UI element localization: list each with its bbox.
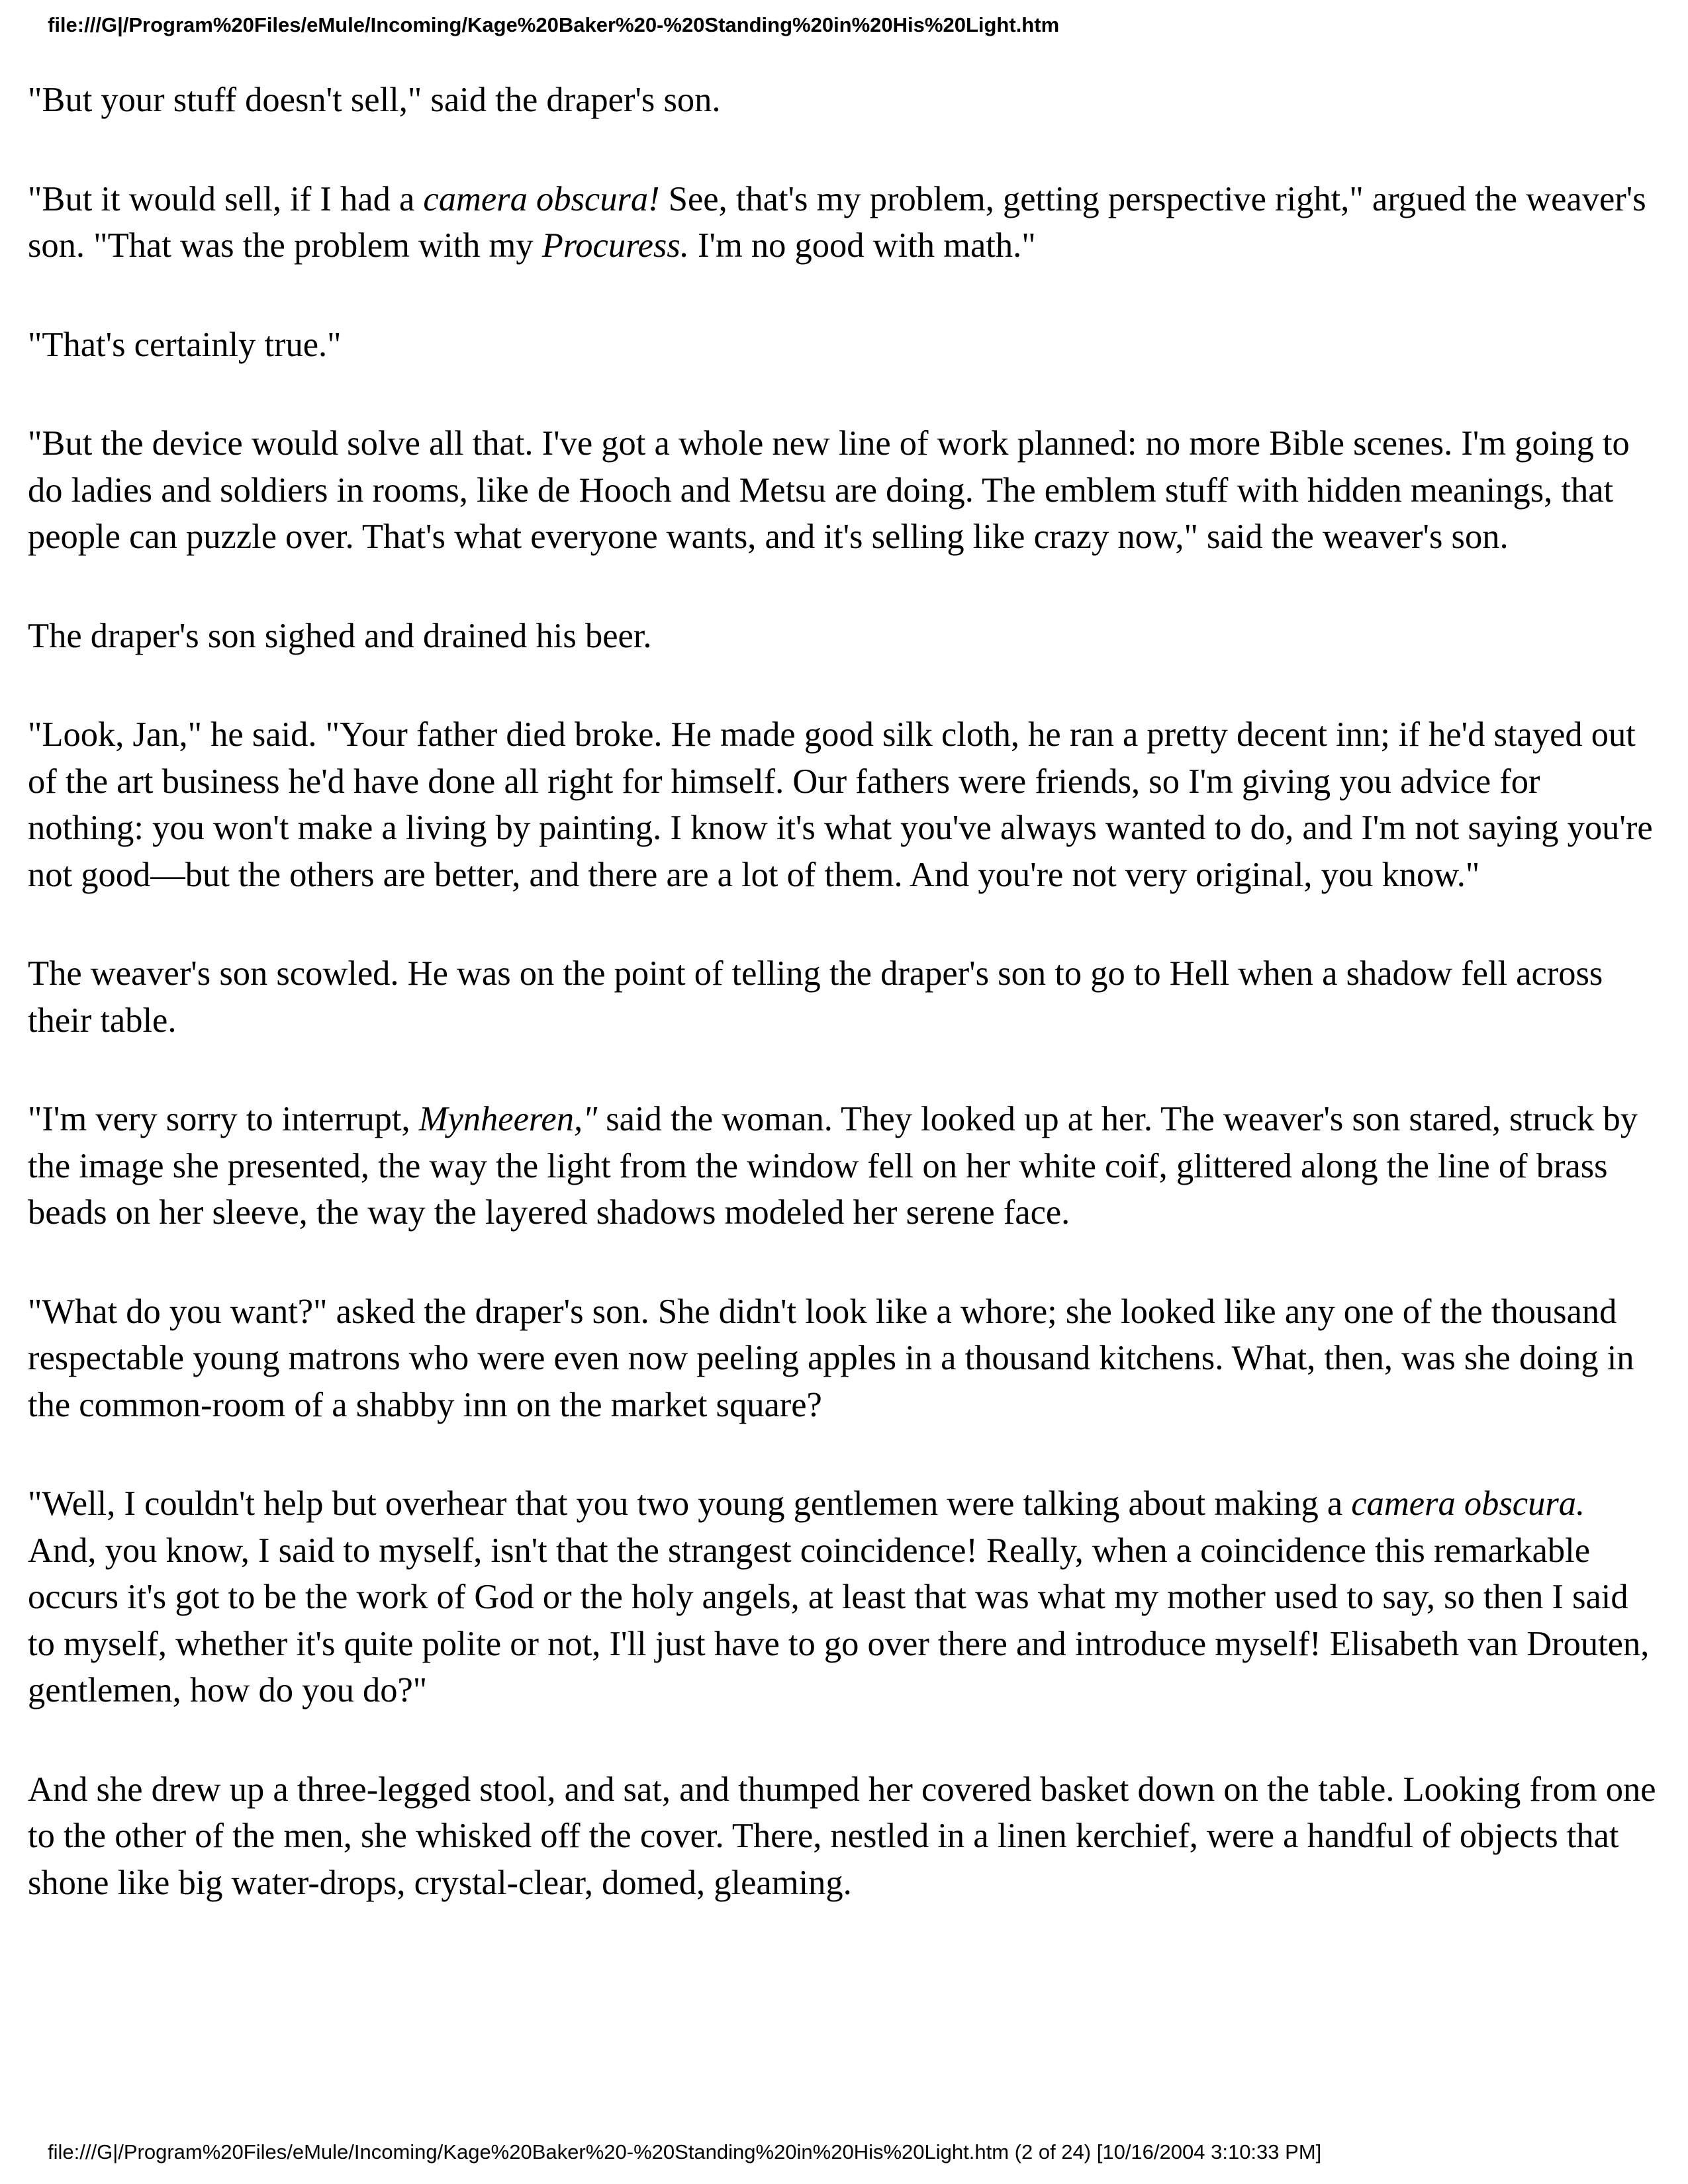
paragraph: "Look, Jan," he said. "Your father died broke. He made good silk cloth, he ran a pretty decent inn; if he'd stayed out of the art business he'd have done all right for himself. Our fathers were friends, so I'm giving you advice for nothing: you won't make a living by painting. I know it's what you've always wanted to do, and I'm not saying you're not good—but the others are better, and there are a lot of them. And you're not very original, you know." (28, 715, 1653, 894)
italic-text: camera obscura! (423, 179, 660, 218)
page-footer-path: file:///G|/Program%20Files/eMule/Incoming/Kage%20Baker%20-%20Standing%20in%20His%20Light.htm (2 of 24) [10/16/2004 3:10:33 PM] (48, 2140, 1322, 2163)
paragraph: The weaver's son scowled. He was on the point of telling the draper's son to go to Hell when a shadow fell across their table. (28, 954, 1603, 1040)
italic-text: Mynheeren," (418, 1100, 598, 1138)
italic-text: Procuress. (541, 226, 689, 265)
document-body (28, 77, 1656, 1958)
italic-text: camera obscura. (1351, 1484, 1585, 1523)
paragraph: "But the device would solve all that. I've got a whole new line of work planned: no more Bible scenes. I'm going to do ladies and soldiers in rooms, like de Hooch and Metsu are doing. The emblem stuff with hidden meanings, that people can puzzle over. That's what everyone wants, and it's selling like crazy now," said the weaver's son. (28, 424, 1630, 556)
paragraph: "Well, I couldn't help but overhear that you two young gentlemen were talking about making a camera obscura. And, you know, I said to myself, isn't that the strangest coincidence! Really, when a coincidence this remarkable occurs it's got to be the work of God or the holy angels, at least that was what my mother used to say, so then I said to myself, whether it's quite polite or not, I'll just have to go over there and introduce myself! Elisabeth van Drouten, gentlemen, how do you do?" (28, 1484, 1650, 1709)
paragraph: And she drew up a three-legged stool, and sat, and thumped her covered basket down on the table. Looking from one to the other of the men, she whisked off the cover. There, nestled in a linen kerchief, were a handful of objects that shone like big water-drops, crystal-clear, domed, gleaming. (28, 1770, 1656, 1902)
page-header-path: file:///G|/Program%20Files/eMule/Incoming/Kage%20Baker%20-%20Standing%20in%20His%20Light.htm (48, 13, 1060, 36)
paragraph: The draper's son sighed and drained his beer. (28, 616, 652, 655)
paragraph: "But your stuff doesn't sell," said the draper's son. (28, 81, 721, 119)
paragraph: "I'm very sorry to interrupt, Mynheeren," said the woman. They looked up at her. The weaver's son stared, struck by the image she presented, the way the light from the window fell on her white coif, glittered along the line of brass beads on her sleeve, the way the layered shadows modeled her serene face. (28, 1100, 1638, 1232)
paragraph: "But it would sell, if I had a camera obscura! See, that's my problem, getting perspective right," argued the weaver's son. "That was the problem with my Procuress. I'm no good with math." (28, 179, 1646, 265)
paragraph: "What do you want?" asked the draper's son. She didn't look like a whore; she looked like any one of the thousand respectable young matrons who were even now peeling apples in a thousand kitchens. What, then, was she doing in the common-room of a shabby inn on the market square? (28, 1292, 1634, 1424)
paragraph: "That's certainly true." (28, 325, 342, 364)
